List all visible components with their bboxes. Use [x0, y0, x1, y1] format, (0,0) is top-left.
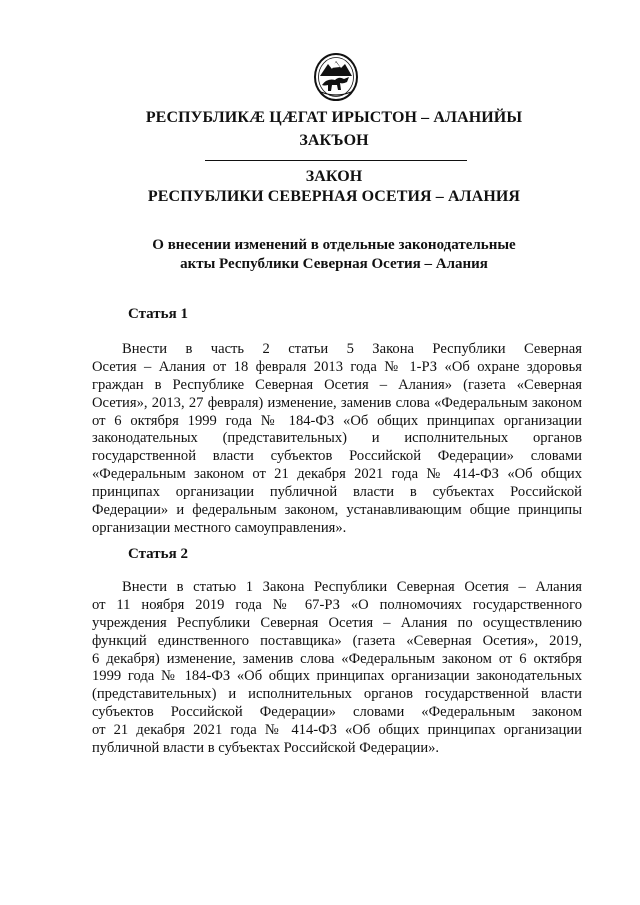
law-subject [0, 236, 640, 274]
text-line: от 11 ноября 2019 года № 67-РЗ «О полномочиях государственного [92, 596, 582, 613]
text-line: субъектов Российской Федерации» словами «Федеральным законом [92, 704, 582, 721]
text-line: 6 декабря) изменение, заменив слова «Федеральным законом от 6 октября [92, 650, 582, 667]
text-line: Осетия – Алания от 18 февраля 2013 года № 1-РЗ «Об охране здоровья [92, 358, 582, 375]
text-line: Осетия», 2013, 27 февраля) изменение, заменив слова «Федеральным законом [92, 394, 582, 411]
coat-of-arms-icon [313, 52, 359, 102]
header-russian-line2: РЕСПУБЛИКИ СЕВЕРНАЯ ОСЕТИЯ – АЛАНИЯ [147, 188, 521, 205]
text-line: публичной власти в субъектах Российской Федерации». [92, 740, 440, 757]
text-line: Внести в часть 2 статьи 5 Закона Республики Северная [122, 341, 582, 357]
text-line: законодательных (представительных) и исполнительных органов [92, 430, 582, 447]
text-line: от 6 октября 1999 года № 184-ФЗ «Об общих принципах организации [92, 412, 582, 429]
text-line: принципах организации публичной власти в субъектах Российской [92, 484, 582, 501]
article-1-heading: Статья 1 [128, 306, 188, 322]
text-line: Федерации» и федеральным законом, устанавливающим общие принципы [92, 502, 582, 519]
subject-line: акты Республики Северная Осетия – Алания [180, 256, 488, 272]
text-line: граждан в Республике Северная Осетия – Алания» (газета «Северная [92, 376, 582, 393]
text-line: Внести в статью 1 Закона Республики Северная Осетия – Алания [122, 579, 582, 595]
text-line: функций единственного поставщика» (газета «Северная Осетия», 2019, [92, 632, 582, 649]
text-line: от 21 декабря 2021 года № 414-ФЗ «Об общих принципах организации [92, 722, 582, 739]
text-line: 1999 года № 184-ФЗ «Об общих принципах организации законодательных [92, 668, 582, 685]
header-russian-line1: ЗАКОН [305, 168, 363, 185]
text-line: учреждения Республики Северная Осетия – Алания по осуществлению [92, 614, 582, 631]
header-divider [205, 160, 467, 161]
article-2-heading: Статья 2 [128, 546, 188, 562]
text-line: государственной власти субъектов Российской Федерации» словами [92, 448, 582, 465]
subject-line: О внесении изменений в отдельные законодательные [152, 237, 516, 253]
text-line: (представительных) и исполнительных органов государственной власти [92, 686, 582, 703]
text-line: организации местного самоуправления». [92, 519, 347, 536]
article-1-text [92, 341, 582, 538]
article-2-text [92, 579, 582, 758]
header-ossetian-line2: ЗАКЪОН [299, 132, 369, 149]
text-line: «Федеральным законом от 21 декабря 2021 года № 414-ФЗ «Об общих [92, 466, 582, 483]
header-ossetian-line1: РЕСПУБЛИКӔ ЦӔГАТ ИРЫСТОН – АЛАНИЙЫ [145, 109, 523, 126]
